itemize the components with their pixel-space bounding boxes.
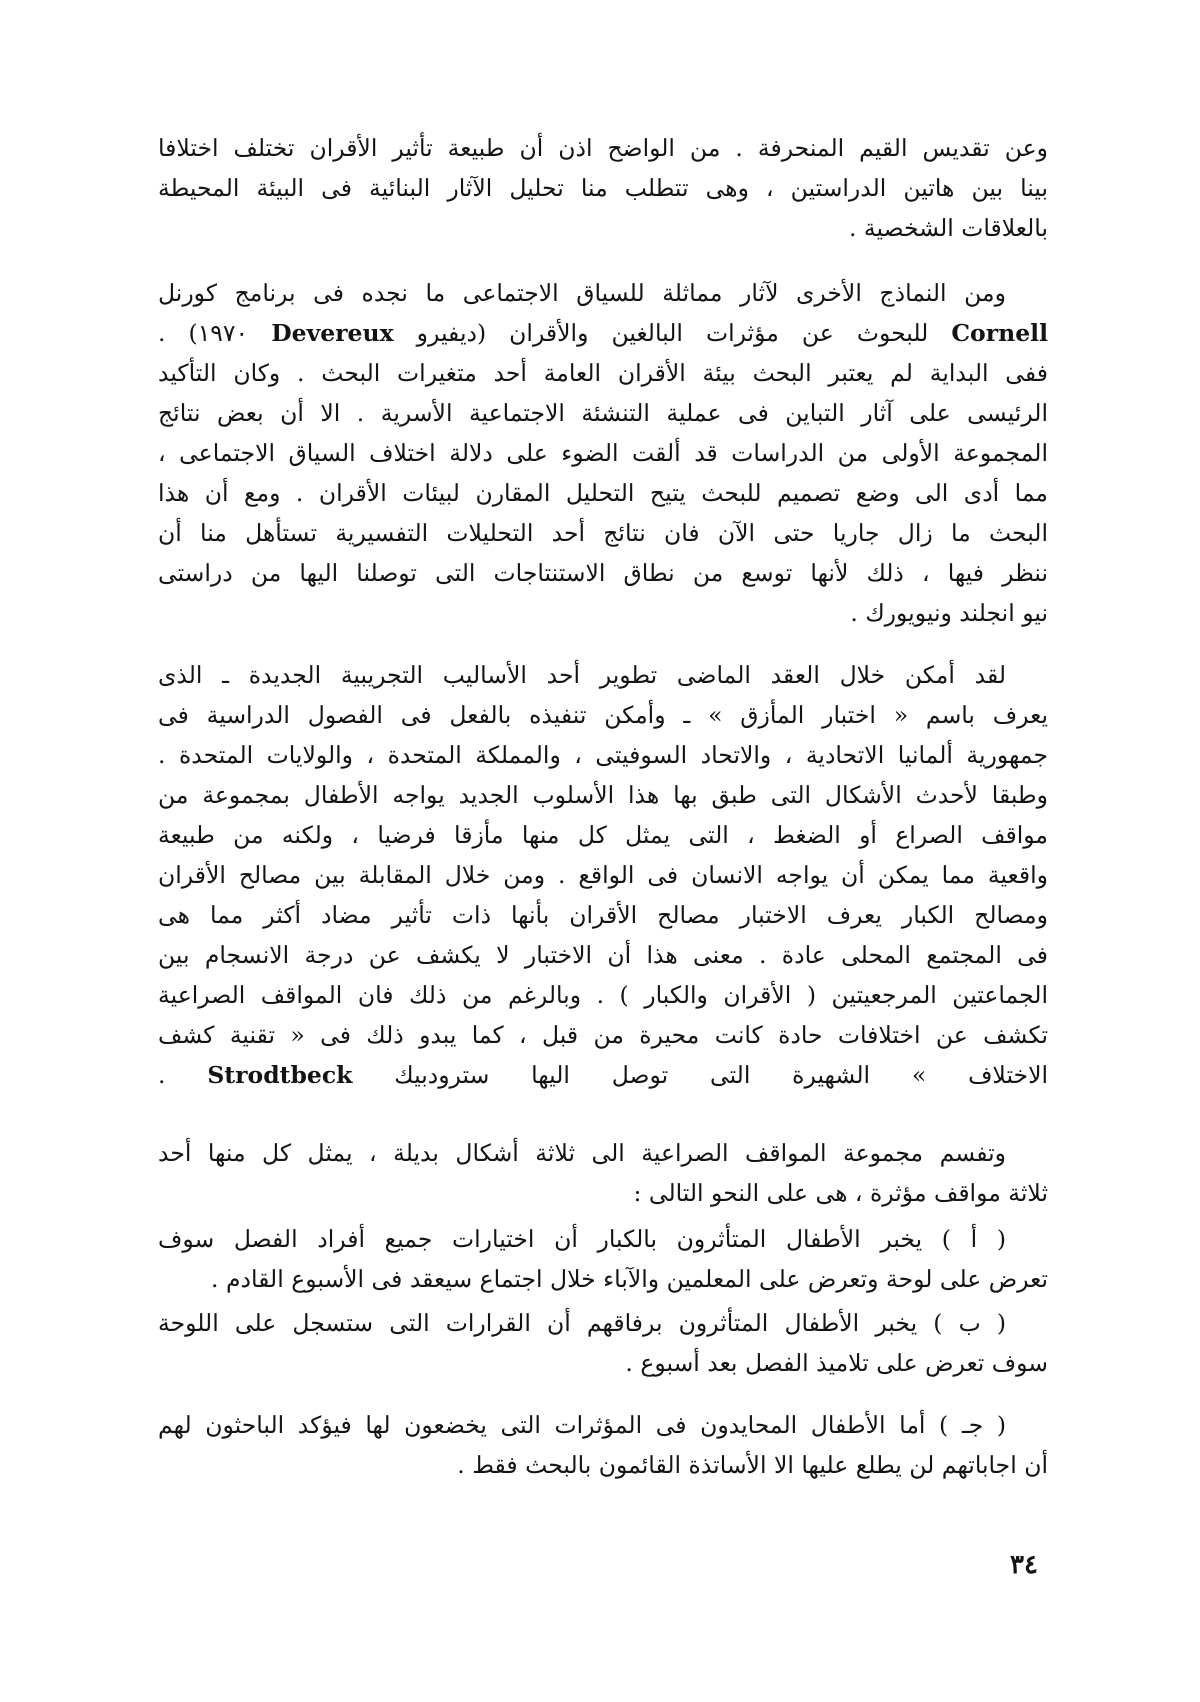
latin-term: Cornell: [951, 319, 1048, 347]
text-line: ( جـ ) أما الأطفال المحايدون فى المؤثرات التى يخضعون لها فيؤكد الباحثون لهم: [158, 1411, 1006, 1439]
text-line: ثلاثة مواقف مؤثرة ، هى على النحو التالى :: [633, 1179, 1048, 1207]
latin-term: Strodtbeck: [207, 1061, 353, 1089]
text-line: مواقف الصراع أو الضغط ، التى يمثل كل منها مأزقا فرضيا ، ولكنه من طبيعة: [158, 821, 1048, 849]
text-line: الجماعتين المرجعيتين ( الأقران والكبار ) . وبالرغم من ذلك فان المواقف الصراعية: [158, 981, 1048, 1009]
text-line: ( أ ) يخبر الأطفال المتأثرون بالكبار أن اختيارات جميع أفراد الفصل سوف: [158, 1225, 1006, 1253]
list-item-a: [158, 1219, 1048, 1299]
page-number: ٣٤: [1010, 1550, 1038, 1580]
text-line: Cornell للبحوث عن مؤثرات البالغين والأقران (ديفيرو Devereux ١٩٧٠) .: [158, 319, 1048, 347]
text-line: بالعلاقات الشخصية .: [848, 214, 1048, 242]
text-line: المجموعة الأولى من الدراسات قد ألقت الضوء على دلالة اختلاف السياق الاجتماعى ،: [158, 439, 1048, 467]
text-line: وتفسم مجموعة المواقف الصراعية الى ثلاثة أشكال بديلة ، يمثل كل منها أحد: [158, 1139, 1006, 1167]
text-line: وطبقا لأحدث الأشكال التى طبق بها هذا الأسلوب الجديد يواجه الأطفال بمجموعة من: [158, 781, 1048, 809]
text-line: يعرف باسم « اختبار المأزق » ـ وأمكن تنفيذه بالفعل فى الفصول الدراسية فى: [158, 701, 1048, 729]
text-line: أن اجاباتهم لن يطلع عليها الا الأساتذة القائمون بالبحث فقط .: [457, 1451, 1048, 1479]
text-line: ومن النماذج الأخرى لآثار مماثلة للسياق الاجتماعى ما نجده فى برنامج كورنل: [158, 279, 1006, 307]
text-line: لقد أمكن خلال العقد الماضى تطوير أحد الأساليب التجريبية الجديدة ـ الذى: [158, 661, 1006, 689]
text-line: فى المجتمع المحلى عادة . معنى هذا أن الاختبار لا يكشف عن درجة الانسجام بين: [158, 941, 1048, 969]
paragraph-1: [158, 128, 1048, 248]
paragraph-2: [158, 273, 1048, 633]
text-line: وعن تقديس القيم المنحرفة . من الواضح اذن أن طبيعة تأثير الأقران تختلف اختلافا: [158, 134, 1048, 162]
document-page: [158, 128, 1048, 1485]
text-line: ومصالح الكبار يعرف الاختبار مصالح الأقران بأنها ذات تأثير مضاد أكثر مما هى: [158, 901, 1048, 929]
text-line: مما أدى الى وضع تصميم للبحث يتيح التحليل المقارن لبيئات الأقران . ومع أن هذا: [158, 479, 1048, 507]
text-line: البحث ما زال جاريا حتى الآن فان نتائج أحد التحليلات التفسيرية تستأهل منا أن: [158, 519, 1048, 547]
text-line: الرئيسى على آثار التباين فى عملية التنشئة الاجتماعية الأسرية . الا أن بعض نتائج: [158, 399, 1048, 427]
text-line: ففى البداية لم يعتبر البحث بيئة الأقران العامة أحد متغيرات البحث . وكان التأكيد: [158, 359, 1048, 387]
list-item-b: [158, 1303, 1048, 1383]
paragraph-4: [158, 1133, 1048, 1213]
text-line: واقعية مما يمكن أن يواجه الانسان فى الواقع . ومن خلال المقابلة بين مصالح الأقران: [158, 861, 1048, 889]
list-item-c: [158, 1405, 1048, 1485]
text-line: جمهورية ألمانيا الاتحادية ، والاتحاد السوفيتى ، والمملكة المتحدة ، والولايات المتحدة .: [158, 741, 1048, 769]
latin-term: Devereux: [271, 319, 394, 347]
text-line: ( ب ) يخبر الأطفال المتأثرون برفاقهم أن القرارات التى ستسجل على اللوحة: [158, 1309, 1006, 1337]
text-line: تعرض على لوحة وتعرض على المعلمين والآباء خلال اجتماع سيعقد فى الأسبوع القادم .: [211, 1265, 1048, 1293]
paragraph-3: [158, 655, 1048, 1095]
text-line: سوف تعرض على تلاميذ الفصل بعد أسبوع .: [625, 1349, 1048, 1377]
text-line: الاختلاف » الشهيرة التى توصل اليها سترودبيك Strodtbeck .: [158, 1061, 1048, 1089]
text-line: ننظر فيها ، ذلك لأنها توسع من نطاق الاستنتاجات التى توصلنا اليها من دراستى: [158, 559, 1048, 587]
text-line: بينا بين هاتين الدراستين ، وهى تتطلب منا تحليل الآثار البنائية فى البيئة المحيطة: [158, 174, 1048, 202]
text-line: نيو انجلند ونيويورك .: [850, 599, 1048, 627]
text-line: تكشف عن اختلافات حادة كانت محيرة من قبل ، كما يبدو ذلك فى « تقنية كشف: [158, 1021, 1048, 1049]
